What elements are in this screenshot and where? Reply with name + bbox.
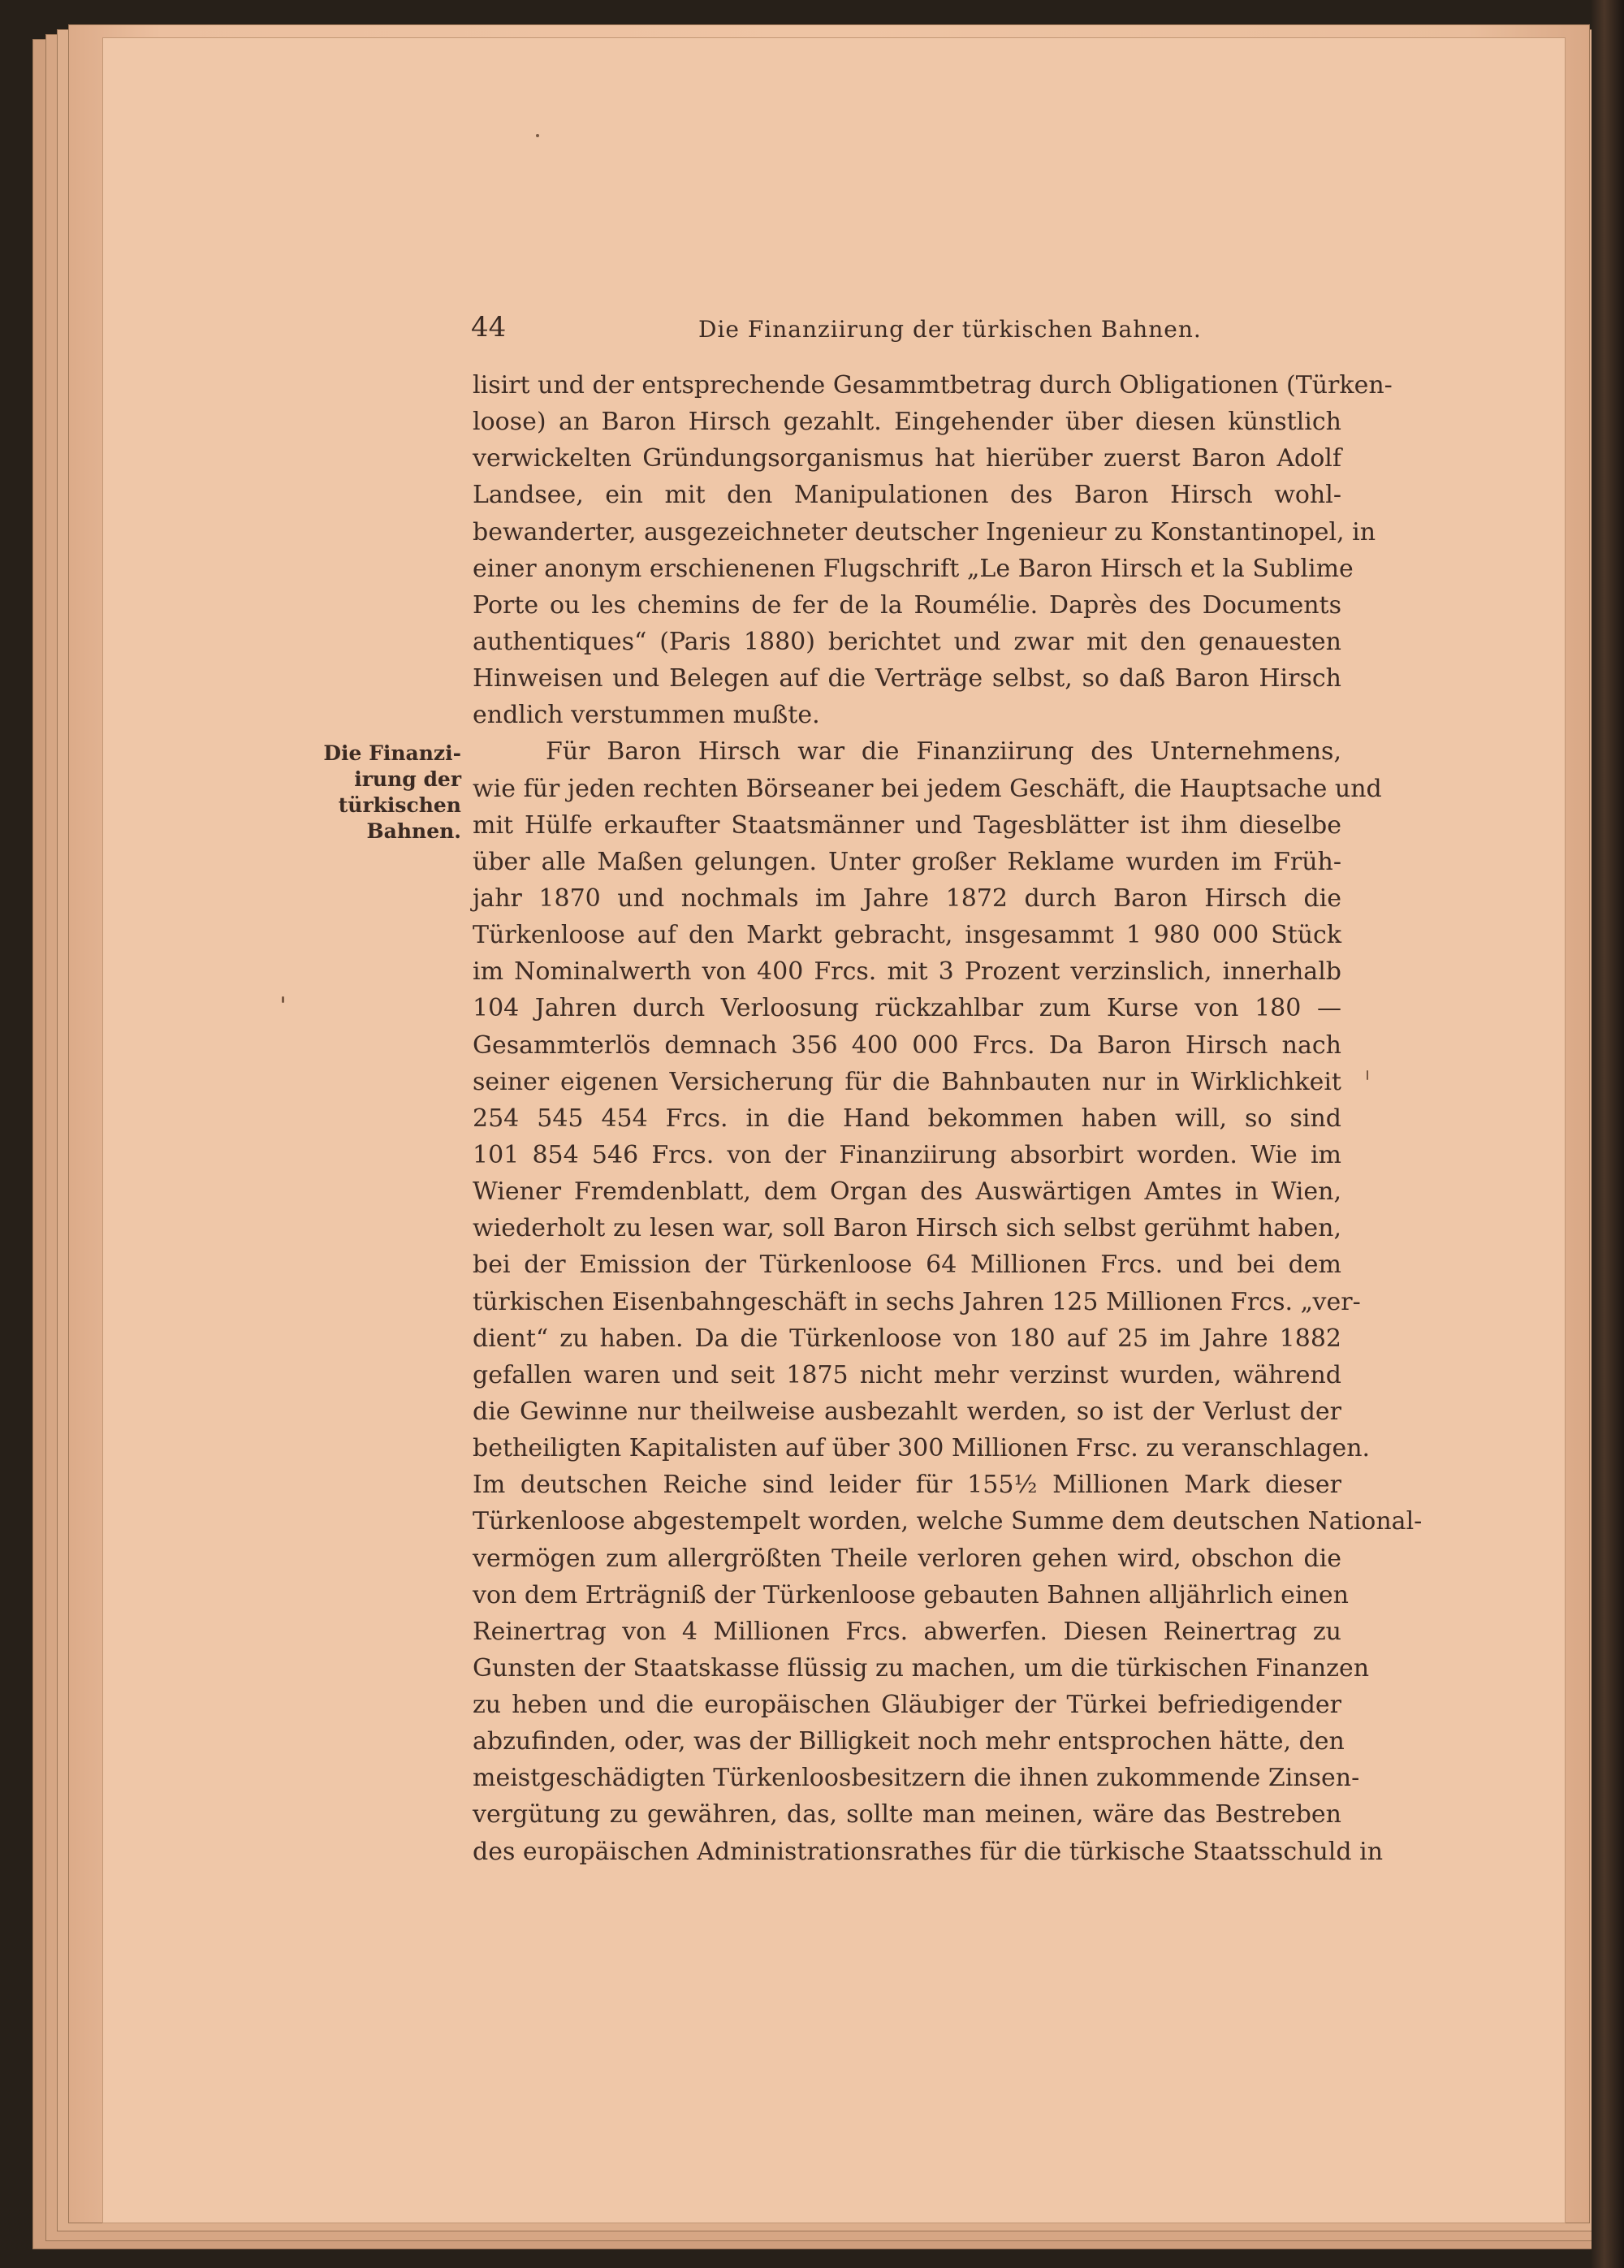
text-line: Porte ou les chemins de fer de la Roumélie. Daprès des Documents xyxy=(473,590,1341,620)
text-line: betheiligten Kapitalisten auf über 300 Millionen Frsc. zu veranschlagen. xyxy=(473,1434,1371,1463)
text-line: Für Baron Hirsch war die Finanziirung des Unternehmens, xyxy=(546,737,1341,767)
text-line: vermögen zum allergrößten Theile verloren gehen wird, obschon die xyxy=(473,1544,1341,1573)
text-line: endlich verstummen mußte. xyxy=(473,701,820,730)
text-line: seiner eigenen Versicherung für die Bahnbauten nur in Wirklichkeit xyxy=(473,1067,1341,1096)
running-title: Die Finanziirung der türkischen Bahnen. xyxy=(698,316,1202,343)
text-line: dient“ zu haben. Da die Türkenloose von 180 auf 25 im Jahre 1882 xyxy=(473,1324,1341,1353)
text-line: Reinertrag von 4 Millionen Frcs. abwerfen. Diesen Reinertrag zu xyxy=(473,1617,1341,1646)
text-line: jahr 1870 und nochmals im Jahre 1872 durch Baron Hirsch die xyxy=(473,883,1341,913)
text-line: bewanderter, ausgezeichneter deutscher Ingenieur zu Konstantinopel, in xyxy=(473,517,1376,546)
text-line: des europäischen Administrationsrathes für die türkische Staatsschuld in xyxy=(473,1837,1384,1866)
paragraph xyxy=(473,733,1423,1869)
page-header xyxy=(471,311,1356,350)
text-line: verwickelten Gründungsorganismus hat hierüber zuerst Baron Adolf xyxy=(473,444,1341,473)
paper-speck xyxy=(536,134,539,137)
text-line: Gunsten der Staatskasse flüssig zu machen, um die türkischen Finanzen xyxy=(473,1653,1370,1683)
paper-speck xyxy=(282,996,284,1003)
text-line: türkischen Eisenbahngeschäft in sechs Jahren 125 Millionen Frcs. „ver- xyxy=(473,1287,1361,1316)
text-line: wie für jeden rechten Börseaner bei jedem Geschäft, die Hauptsache und xyxy=(473,774,1382,803)
text-line: Wiener Fremdenblatt, dem Organ des Auswärtigen Amtes in Wien, xyxy=(473,1177,1341,1207)
text-line: Im deutschen Reiche sind leider für 155½ Millionen Mark dieser xyxy=(473,1471,1341,1500)
margin-note xyxy=(315,741,461,845)
text-line: über alle Maßen gelungen. Unter großer Reklame wurden im Früh- xyxy=(473,847,1341,876)
text-line: Hinweisen und Belegen auf die Verträge selbst, so daß Baron Hirsch xyxy=(473,664,1341,693)
margin-note-line: türkischen xyxy=(338,793,461,817)
text-line: gefallen waren und seit 1875 nicht mehr verzinst wurden, während xyxy=(473,1360,1341,1389)
text-line: Landsee, ein mit den Manipulationen des Baron Hirsch wohl- xyxy=(473,481,1341,510)
text-line: einer anonym erschienenen Flugschrift „Le Baron Hirsch et la Sublime xyxy=(473,554,1354,583)
margin-note-line: Bahnen. xyxy=(366,819,461,843)
text-line: 104 Jahren durch Verloosung rückzahlbar zum Kurse von 180 — xyxy=(473,994,1341,1023)
text-line: mit Hülfe erkaufter Staatsmänner und Tagesblätter ist ihm dieselbe xyxy=(473,810,1341,840)
page-number: 44 xyxy=(471,311,507,343)
text-line: meistgeschädigten Türkenloosbesitzern die ihnen zukommende Zinsen- xyxy=(473,1764,1360,1793)
text-line: bei der Emission der Türkenloose 64 Millionen Frcs. und bei dem xyxy=(473,1251,1341,1280)
body-text xyxy=(473,367,1423,1870)
text-line: Türkenloose auf den Markt gebracht, insgesammt 1 980 000 Stück xyxy=(473,921,1341,950)
text-line: zu heben und die europäischen Gläubiger der Türkei befriedigender xyxy=(473,1691,1341,1720)
text-line: die Gewinne nur theilweise ausbezahlt werden, so ist der Verlust der xyxy=(473,1397,1341,1426)
text-line: im Nominalwerth von 400 Frcs. mit 3 Prozent verzinslich, innerhalb xyxy=(473,957,1341,987)
margin-note-line: Die Finanzi- xyxy=(323,741,461,765)
text-line: lisirt und der entsprechende Gesammtbetrag durch Obligationen (Türken- xyxy=(473,371,1393,400)
paragraph xyxy=(473,367,1393,733)
text-line: 101 854 546 Frcs. von der Finanziirung absorbirt worden. Wie im xyxy=(473,1140,1341,1169)
text-line: Gesammterlös demnach 356 400 000 Frcs. Da Baron Hirsch nach xyxy=(473,1030,1341,1060)
margin-note-line: irung der xyxy=(354,767,461,791)
text-line: authentiques“ (Paris 1880) berichtet und zwar mit den genauesten xyxy=(473,627,1341,656)
text-line: vergütung zu gewähren, das, sollte man meinen, wäre das Bestreben xyxy=(473,1800,1341,1830)
text-line: loose) an Baron Hirsch gezahlt. Eingehender über diesen künstlich xyxy=(473,408,1341,437)
text-line: abzufinden, oder, was der Billigkeit noch mehr entsprochen hätte, den xyxy=(473,1727,1345,1756)
text-line: Türkenloose abgestempelt worden, welche Summe dem deutschen National- xyxy=(473,1507,1423,1536)
text-line: 254 545 454 Frcs. in die Hand bekommen haben will, so sind xyxy=(473,1104,1341,1133)
text-line: wiederholt zu lesen war, soll Baron Hirsch sich selbst gerühmt haben, xyxy=(473,1214,1341,1243)
text-line: von dem Erträgniß der Türkenloose gebauten Bahnen alljährlich einen xyxy=(473,1580,1349,1609)
book-spine xyxy=(1592,0,1624,2268)
paper-speck xyxy=(1367,1070,1368,1080)
